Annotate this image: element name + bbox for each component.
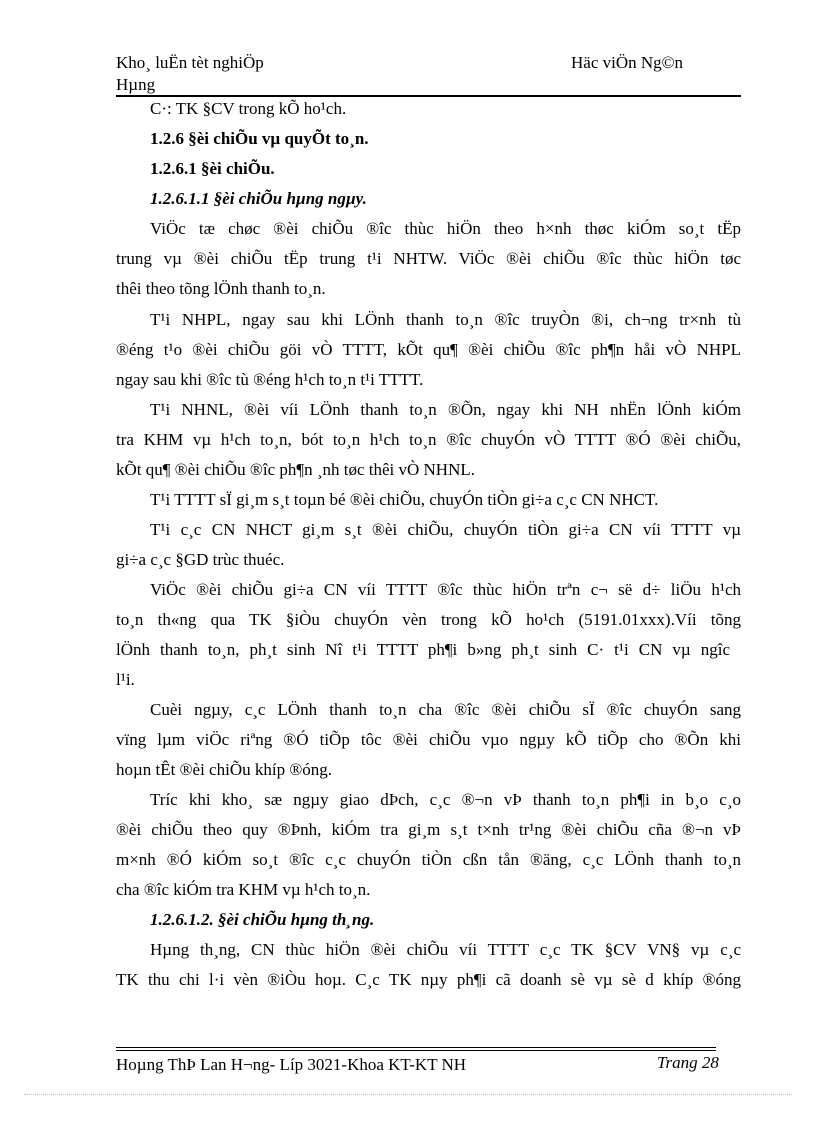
text-line: hoµn tÊt ®èi chiÕu khíp ®óng.	[116, 760, 332, 779]
text-line: ®éng t¹o ®èi chiÕu göi vÒ TTTT, kÕt qu¶ ®èi chiÕu ®îc ph¶n håi vÒ NHPL	[116, 340, 741, 359]
text-line: kÕt qu¶ ®èi chiÕu ®îc ph¶n ¸nh tøc thêi vÒ NHNL.	[116, 460, 475, 479]
header-title: Kho¸ luËn tèt nghiÖp	[116, 53, 264, 72]
text-line: gi÷a c¸c §GD trùc thuéc.	[116, 550, 285, 569]
text-line: vïng lµm viÖc riªng ®Ó tiÕp tôc ®èi chiÕu vµo ngµy kÕ tiÕp cho ®Õn khi	[116, 730, 741, 749]
text-line: thêi theo tõng lÖnh thanh to¸n.	[116, 279, 326, 298]
page-number: Trang 28	[657, 1053, 719, 1072]
text-line: ViÖc ®èi chiÕu gi÷a CN víi TTTT ®îc thùc hiÖn trªn c¬ së d÷ liÖu h¹ch	[150, 580, 741, 599]
text-line: T¹i c¸c CN NHCT gi¸m s¸t ®èi chiÕu, chuyÓn tiÒn gi÷a CN víi TTTT vµ	[150, 520, 741, 539]
subsubsection-heading: 1.2.6.1.1 §èi chiÕu hµng ngµy.	[150, 189, 367, 208]
header-title-continued: Hµng	[116, 75, 156, 94]
text-line: C·: TK §CV trong kÕ ho¹ch.	[150, 99, 347, 118]
subsection-heading: 1.2.6.1 §èi chiÕu.	[150, 159, 275, 178]
footer-divider-double	[116, 1050, 716, 1051]
page-bottom-dotted-border	[24, 1094, 792, 1095]
text-line: T¹i NHPL, ngay sau khi LÖnh thanh to¸n ®îc truyÒn ®i, ch¬ng tr×nh tù	[150, 310, 741, 329]
text-line: TK thu chi l·i vèn ®iÒu hoµ. C¸c TK nµy ph¶i cã doanh sè vµ sè d khíp ®óng	[116, 970, 741, 989]
text-line: Hµng th¸ng, CN thùc hiÖn ®èi chiÕu víi TTTT c¸c TK §CV VN§ vµ c¸c	[150, 940, 741, 959]
subsubsection-heading: 1.2.6.1.2. §èi chiÕu hµng th¸ng.	[150, 910, 375, 929]
text-line: to¸n th«ng qua TK §iÒu chuyÓn vèn trong kÕ ho¹ch (5191.01xxx).Víi tõng	[116, 610, 741, 629]
text-line: trung vµ ®èi chiÕu tËp trung t¹i NHTW. ViÖc ®èi chiÕu ®îc thùc hiÖn tøc	[116, 249, 741, 268]
text-line: Tríc khi kho¸ sæ ngµy giao dÞch, c¸c ®¬n vÞ thanh to¸n ph¶i in b¸o c¸o	[150, 790, 741, 809]
text-line: T¹i NHNL, ®èi víi LÖnh thanh to¸n ®Õn, ngay khi NH nhËn lÖnh kiÓm	[150, 400, 741, 419]
text-line: lÖnh thanh to¸n, ph¸t sinh Nî t¹i TTTT ph¶i b»ng ph¸t sinh C· t¹i CN vµ ngîc	[116, 640, 730, 659]
text-line: ViÖc tæ chøc ®èi chiÕu ®îc thùc hiÖn theo h×nh thøc kiÓm so¸t tËp	[150, 219, 741, 238]
header-institution: Häc viÖn Ng©n	[571, 53, 684, 72]
text-line: T¹i TTTT sÏ gi¸m s¸t toµn bé ®èi chiÕu, chuyÓn tiÒn gi÷a c¸c CN NHCT.	[150, 490, 659, 509]
section-heading: 1.2.6 §èi chiÕu vµ quyÕt to¸n.	[150, 129, 369, 148]
text-line: cha ®îc kiÓm tra KHM vµ h¹ch to¸n.	[116, 880, 371, 899]
text-line: m×nh ®Ó kiÓm so¸t ®îc c¸c chuyÓn tiÒn cßn tån ®äng, c¸c LÖnh thanh to¸n	[116, 850, 741, 869]
footer-divider	[116, 1047, 716, 1048]
text-line: ngay sau khi ®îc tù ®éng h¹ch to¸n t¹i TTTT.	[116, 370, 424, 389]
text-line: Cuèi ngµy, c¸c LÖnh thanh to¸n cha ®îc ®èi chiÕu sÏ ®îc chuyÓn sang	[150, 700, 741, 719]
text-line: l¹i.	[116, 670, 135, 689]
text-line: ®èi chiÕu theo quy ®Þnh, kiÓm tra gi¸m s¸t t×nh tr¹ng ®èi chiÕu cña ®¬n vÞ	[116, 820, 741, 839]
footer-author: Hoµng ThÞ Lan H¬ng- Líp 3021-Khoa KT-KT NH	[116, 1055, 467, 1074]
text-line: tra KHM vµ h¹ch to¸n, bót to¸n h¹ch to¸n ®îc chuyÓn vÒ TTTT ®Ó ®èi chiÕu,	[116, 430, 741, 449]
